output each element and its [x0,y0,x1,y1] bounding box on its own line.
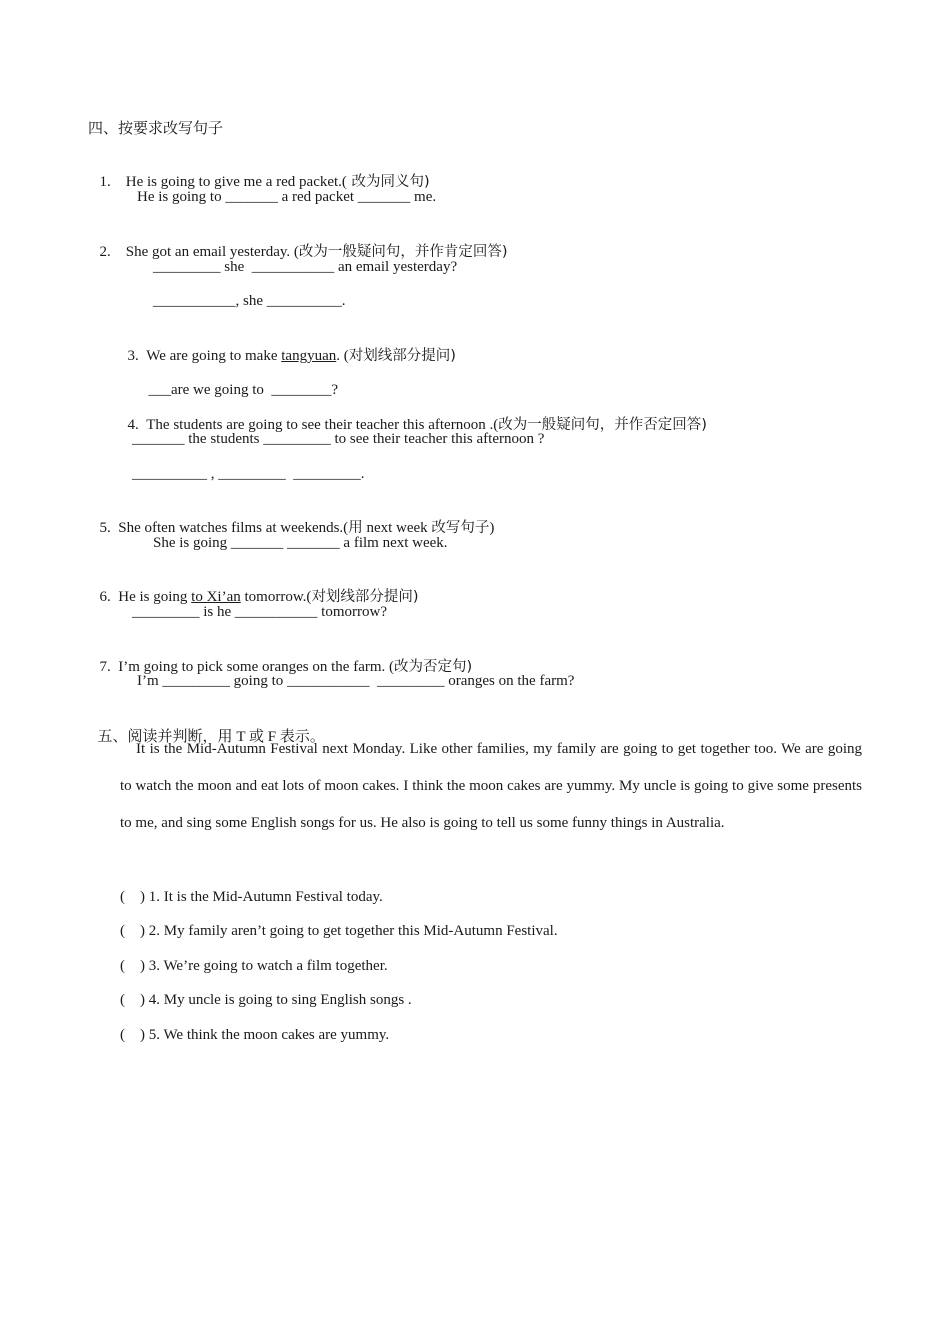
question-instruction: 改为一般疑问句，并作肯定回答) [298,244,508,260]
judgement-item-4: ( ) 4. My uncle is going to sing English songs . [120,992,412,1008]
question-instruction-part-1: 用 [348,520,363,536]
question-number: 3. [127,348,139,364]
question-text: The students are going to see their teacher this afternoon .( [146,417,499,433]
question-text: He is going to give me a red packet.( [125,174,347,190]
judgement-item-1: ( ) 1. It is the Mid-Autumn Festival today. [120,889,383,905]
question-number: 5. [99,520,111,536]
question-1-answer: He is going to _______ a red packet _______ me. [137,189,437,205]
question-2 [92,222,508,262]
question-2-answer-1: _________ she ___________ an email yesterday? [153,259,458,275]
question-4-answer-1: _______ the students _________ to see their teacher this afternoon ? [132,431,545,447]
question-instruction-part-2: 改写句子 [431,520,490,536]
judgement-item-5: ( ) 5. We think the moon cakes are yummy. [120,1027,390,1043]
question-instruction: 对划线部分提问) [348,348,456,364]
question-2-answer-2: ___________, she __________. [153,293,346,309]
question-7-answer: I’m _________ going to ___________ _________ oranges on the farm? [137,673,575,689]
question-instruction: 改为一般疑问句，并作否定回答) [498,417,707,433]
question-number: 2. [99,244,111,260]
question-instruction-english: next week [362,520,432,536]
section-4-title: 四、按要求改写句子 [88,119,224,137]
question-5-answer: She is going _______ _______ a film next week. [153,535,448,551]
question-text-end: tomorrow.( [240,589,312,605]
question-instruction: 改为同义句) [346,174,430,190]
question-1 [92,152,430,192]
title-letter-t: T [232,729,249,745]
question-text: I’m going to pick some oranges on the farm. ( [118,659,395,675]
question-text: We are going to make [146,348,282,364]
question-number: 7. [99,659,111,675]
judgement-item-3: ( ) 3. We’re going to watch a film together. [120,958,388,974]
question-6 [92,567,419,607]
question-5 [92,498,494,538]
answer-text: are we going to ________? [171,382,339,398]
title-letter-f: F [263,729,280,745]
question-text-end: ) [489,520,495,536]
underlined-phrase: tangyuan [281,348,337,364]
judgement-item-2: ( ) 2. My family aren’t going to get together this Mid-Autumn Festival. [120,923,558,939]
question-text-end: . ( [336,348,349,364]
title-part-2: 或 [248,727,264,745]
title-part-3: 表示。 [279,727,325,745]
question-number: 4. [127,417,139,433]
underlined-phrase: to Xi’an [191,589,241,605]
reading-passage: It is the Mid-Autumn Festival next Monday. Like other families, my family are going to get together too. We are going to watch the moon and eat lots of moon cakes. I think the moon cakes are yummy. My uncle is going to give some presents to me, and sing some English songs for us. He also is going to tell us some funny things in Australia. [120,741,862,831]
question-4-answer-2: __________ , _________ _________. [132,466,365,482]
question-3-answer [141,360,338,400]
question-6-answer: _________ is he ___________ tomorrow? [132,604,387,620]
question-instruction: 改为否定句) [394,659,473,675]
question-number: 1. [99,174,111,190]
title-part-1: 五、阅读并判断，用 [97,727,233,745]
answer-blank: ___ [148,382,171,398]
question-number: 6. [99,589,111,605]
question-text: He is going [118,589,192,605]
question-instruction: 对划线部分提问) [311,589,419,605]
question-text: She often watches films at weekends.( [118,520,349,536]
question-text: She got an email yesterday. ( [125,244,299,260]
